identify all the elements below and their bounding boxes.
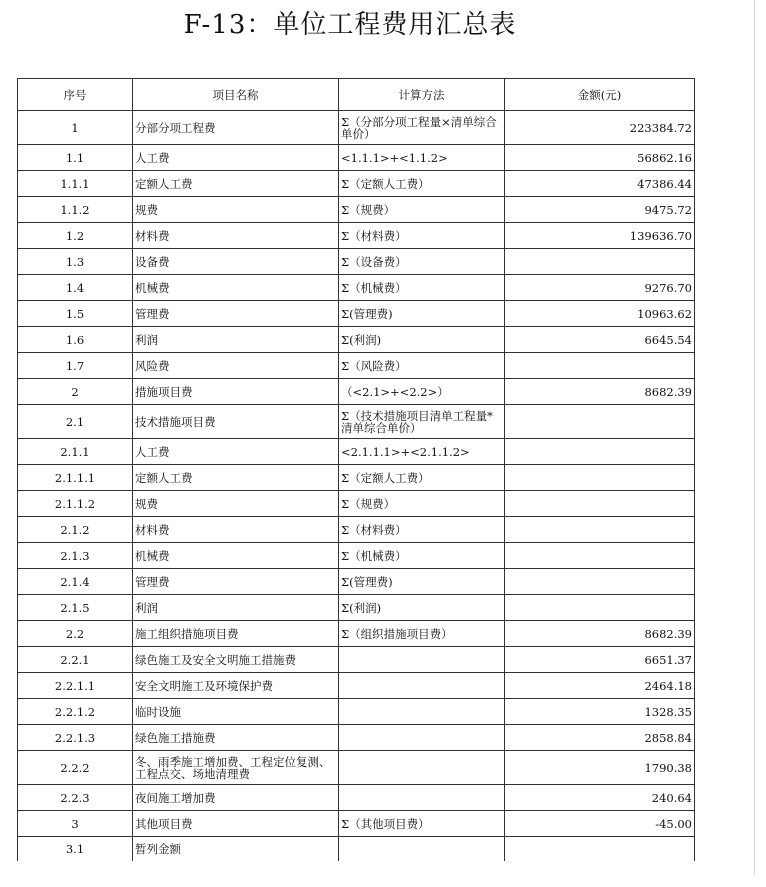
row-item-name: 其他项目费	[133, 811, 339, 837]
row-calc-method	[339, 673, 505, 699]
row-seq: 1	[18, 111, 133, 145]
row-amount	[505, 517, 695, 543]
row-seq: 2.2.1	[18, 647, 133, 673]
row-seq: 2.2.1.3	[18, 725, 133, 751]
row-calc-method: Σ（规费）	[339, 197, 505, 223]
table-row	[18, 673, 695, 699]
row-amount: 6645.54	[505, 327, 695, 353]
table-row	[18, 439, 695, 465]
row-calc-method: <1.1.1>+<1.1.2>	[339, 145, 505, 171]
row-amount	[505, 405, 695, 439]
row-seq: 2.2.1.2	[18, 699, 133, 725]
table-row	[18, 223, 695, 249]
row-amount	[505, 543, 695, 569]
table-row	[18, 491, 695, 517]
row-calc-method	[339, 699, 505, 725]
row-calc-method: Σ（机械费）	[339, 543, 505, 569]
row-item-name: 管理费	[133, 301, 339, 327]
table-row	[18, 301, 695, 327]
row-seq: 2	[18, 379, 133, 405]
table-row	[18, 379, 695, 405]
table-row	[18, 725, 695, 751]
row-amount	[505, 837, 695, 861]
row-seq: 1.6	[18, 327, 133, 353]
row-item-name: 安全文明施工及环境保护费	[133, 673, 339, 699]
row-calc-method: Σ（定额人工费）	[339, 465, 505, 491]
row-seq: 2.2.3	[18, 785, 133, 811]
row-amount: 2858.84	[505, 725, 695, 751]
row-amount: 2464.18	[505, 673, 695, 699]
row-amount	[505, 595, 695, 621]
row-seq: 2.1.1	[18, 439, 133, 465]
row-seq: 3	[18, 811, 133, 837]
row-item-name: 人工费	[133, 439, 339, 465]
table-row	[18, 145, 695, 171]
row-seq: 2.2	[18, 621, 133, 647]
table-row	[18, 517, 695, 543]
table-row	[18, 751, 695, 785]
row-calc-method	[339, 751, 505, 785]
row-amount	[505, 249, 695, 275]
row-seq: 1.2	[18, 223, 133, 249]
row-amount: 223384.72	[505, 111, 695, 145]
row-calc-method	[339, 647, 505, 673]
row-amount: 10963.62	[505, 301, 695, 327]
header-amount: 金额(元)	[505, 79, 695, 111]
row-amount	[505, 491, 695, 517]
row-seq: 1.1	[18, 145, 133, 171]
row-amount: 8682.39	[505, 379, 695, 405]
row-seq: 2.1.2	[18, 517, 133, 543]
row-calc-method: Σ（组织措施项目费）	[339, 621, 505, 647]
table-row	[18, 465, 695, 491]
row-seq: 2.2.2	[18, 751, 133, 785]
row-item-name: 利润	[133, 595, 339, 621]
row-seq: 2.1.1.1	[18, 465, 133, 491]
row-item-name: 夜间施工增加费	[133, 785, 339, 811]
header-calc-method: 计算方法	[339, 79, 505, 111]
row-amount: 240.64	[505, 785, 695, 811]
row-amount: 56862.16	[505, 145, 695, 171]
row-item-name: 设备费	[133, 249, 339, 275]
row-item-name: 分部分项工程费	[133, 111, 339, 145]
row-item-name: 规费	[133, 491, 339, 517]
row-calc-method: （<2.1>+<2.2>）	[339, 379, 505, 405]
row-amount: 9475.72	[505, 197, 695, 223]
row-item-name: 绿色施工及安全文明施工措施费	[133, 647, 339, 673]
row-amount	[505, 439, 695, 465]
row-seq: 1.4	[18, 275, 133, 301]
table-row	[18, 569, 695, 595]
table-row	[18, 327, 695, 353]
row-seq: 2.1.3	[18, 543, 133, 569]
row-amount	[505, 353, 695, 379]
cost-summary-table	[17, 78, 695, 861]
row-amount: 8682.39	[505, 621, 695, 647]
row-calc-method: Σ（技术措施项目清单工程量*清单综合单价）	[339, 405, 505, 439]
row-item-name: 冬、雨季施工增加费、工程定位复测、工程点交、场地清理费	[133, 751, 339, 785]
row-calc-method: <2.1.1.1>+<2.1.1.2>	[339, 439, 505, 465]
row-seq: 3.1	[18, 837, 133, 861]
row-seq: 1.3	[18, 249, 133, 275]
row-seq: 1.7	[18, 353, 133, 379]
row-seq: 2.1	[18, 405, 133, 439]
row-item-name: 措施项目费	[133, 379, 339, 405]
row-item-name: 利润	[133, 327, 339, 353]
page-title: F-13：单位工程费用汇总表	[183, 10, 517, 40]
row-seq: 2.1.5	[18, 595, 133, 621]
row-amount: 9276.70	[505, 275, 695, 301]
header-seq: 序号	[18, 79, 133, 111]
row-calc-method	[339, 785, 505, 811]
table-row	[18, 197, 695, 223]
table-row	[18, 785, 695, 811]
page-edge	[754, 0, 755, 887]
row-calc-method: Σ（其他项目费）	[339, 811, 505, 837]
row-item-name: 机械费	[133, 543, 339, 569]
row-seq: 2.2.1.1	[18, 673, 133, 699]
row-item-name: 风险费	[133, 353, 339, 379]
row-seq: 1.5	[18, 301, 133, 327]
row-item-name: 临时设施	[133, 699, 339, 725]
row-amount	[505, 569, 695, 595]
table-body	[18, 111, 695, 861]
page-bottom-edge	[0, 876, 766, 887]
table-row	[18, 647, 695, 673]
row-amount: 1790.38	[505, 751, 695, 785]
row-amount: 139636.70	[505, 223, 695, 249]
row-item-name: 定额人工费	[133, 171, 339, 197]
row-seq: 2.1.4	[18, 569, 133, 595]
table-row	[18, 837, 695, 861]
table-row	[18, 543, 695, 569]
row-calc-method	[339, 725, 505, 751]
row-item-name: 机械费	[133, 275, 339, 301]
row-amount: 6651.37	[505, 647, 695, 673]
row-item-name: 规费	[133, 197, 339, 223]
row-calc-method: Σ（材料费）	[339, 223, 505, 249]
row-calc-method: Σ（机械费）	[339, 275, 505, 301]
row-item-name: 人工费	[133, 145, 339, 171]
row-item-name: 暂列金额	[133, 837, 339, 861]
row-item-name: 绿色施工措施费	[133, 725, 339, 751]
row-calc-method: Σ（规费）	[339, 491, 505, 517]
table-row	[18, 111, 695, 145]
row-item-name: 技术措施项目费	[133, 405, 339, 439]
table-row	[18, 405, 695, 439]
header-item-name: 项目名称	[133, 79, 339, 111]
row-amount	[505, 465, 695, 491]
row-item-name: 定额人工费	[133, 465, 339, 491]
row-calc-method: Σ(利润)	[339, 595, 505, 621]
table-header-row	[18, 79, 695, 111]
row-calc-method: Σ(利润)	[339, 327, 505, 353]
table-row	[18, 249, 695, 275]
row-calc-method: Σ（材料费）	[339, 517, 505, 543]
row-seq: 2.1.1.2	[18, 491, 133, 517]
row-item-name: 材料费	[133, 223, 339, 249]
row-calc-method: Σ(管理费)	[339, 569, 505, 595]
row-amount: 1328.35	[505, 699, 695, 725]
row-amount: 47386.44	[505, 171, 695, 197]
row-item-name: 材料费	[133, 517, 339, 543]
row-seq: 1.1.2	[18, 197, 133, 223]
row-calc-method	[339, 837, 505, 861]
row-seq: 1.1.1	[18, 171, 133, 197]
table-row	[18, 699, 695, 725]
row-item-name: 施工组织措施项目费	[133, 621, 339, 647]
row-calc-method: Σ（风险费）	[339, 353, 505, 379]
table-row	[18, 621, 695, 647]
row-calc-method: Σ（设备费）	[339, 249, 505, 275]
table-row	[18, 353, 695, 379]
row-amount: -45.00	[505, 811, 695, 837]
table-row	[18, 595, 695, 621]
row-calc-method: Σ（分部分项工程量×清单综合单价）	[339, 111, 505, 145]
table-row	[18, 171, 695, 197]
row-calc-method: Σ（定额人工费）	[339, 171, 505, 197]
row-calc-method: Σ(管理费)	[339, 301, 505, 327]
row-item-name: 管理费	[133, 569, 339, 595]
table-row	[18, 811, 695, 837]
table-row	[18, 275, 695, 301]
